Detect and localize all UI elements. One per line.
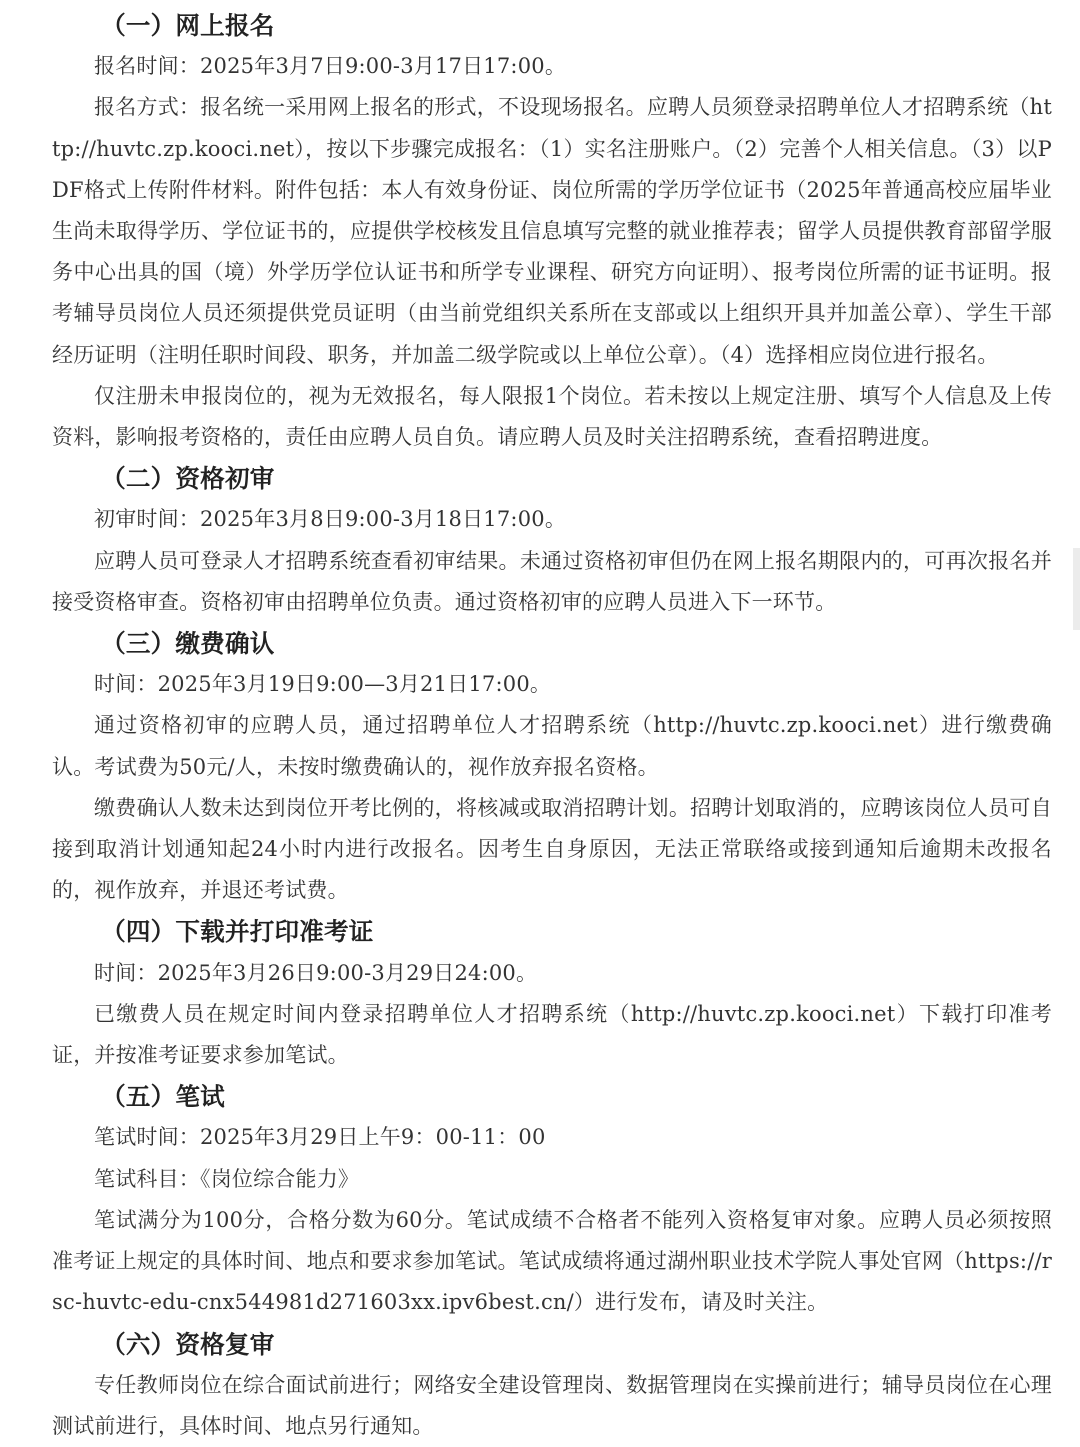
paragraph: 笔试满分为100分，合格分数为60分。笔试成绩不合格者不能列入资格复审对象。应聘人员必须按照准考证上规定的具体时间、地点和要求参加笔试。笔试成绩将通过湖州职业技术学院人事处官网（https://rsc-huvtc-edu-cnx544981d271603xx.ipv6best.cn/）进行发布，请及时关注。 [52,1200,1052,1324]
section-heading: （三）缴费确认 [52,623,1052,664]
paragraph: 已缴费人员在规定时间内登录招聘单位人才招聘系统（http://huvtc.zp.kooci.net）下载打印准考证，并按准考证要求参加笔试。 [52,994,1052,1076]
scroll-edge-indicator [1073,548,1080,630]
paragraph: 报名方式：报名统一采用网上报名的形式，不设现场报名。应聘人员须登录招聘单位人才招聘系统（http://huvtc.zp.kooci.net），按以下步骤完成报名：（1）实名注册账户。（2）完善个人相关信息。（3）以PDF格式上传附件材料。附件包括：本人有效身份证、岗位所需的学历学位证书（2025年普通高校应届毕业生尚未取得学历、学位证书的，应提供学校核发且信息填写完整的就业推荐表；留学人员提供教育部留学服务中心出具的国（境）外学历学位认证书和所学专业课程、研究方向证明）、报考岗位所需的证书证明。报考辅导员岗位人员还须提供党员证明（由当前党组织关系所在支部或以上组织开具并加盖公章）、学生干部经历证明（注明任职时间段、职务，并加盖二级学院或以上单位公章）。（4）选择相应岗位进行报名。 [52,87,1052,375]
section-payment-confirmation [52,623,1052,911]
paragraph: 应聘人员可登录人才招聘系统查看初审结果。未通过资格初审但仍在网上报名期限内的，可再次报名并接受资格审查。资格初审由招聘单位负责。通过资格初审的应聘人员进入下一环节。 [52,541,1052,623]
paragraph: 缴费确认人数未达到岗位开考比例的，将核减或取消招聘计划。招聘计划取消的，应聘该岗位人员可自接到取消计划通知起24小时内进行改报名。因考生自身原因，无法正常联络或接到通知后逾期未改报名的，视作放弃，并退还考试费。 [52,788,1052,912]
paragraph: 笔试时间：2025年3月29日上午9：00-11：00 [52,1117,1052,1158]
paragraph: 初审时间：2025年3月8日9:00-3月18日17:00。 [52,499,1052,540]
section-online-registration [52,5,1052,458]
paragraph: 时间：2025年3月19日9:00—3月21日17:00。 [52,664,1052,705]
paragraph: 通过资格初审的应聘人员，通过招聘单位人才招聘系统（http://huvtc.zp.kooci.net）进行缴费确认。考试费为50元/人，未按时缴费确认的，视作放弃报名资格。 [52,705,1052,787]
paragraph: 报名时间：2025年3月7日9:00-3月17日17:00。 [52,46,1052,87]
section-heading: （四）下载并打印准考证 [52,911,1052,952]
section-heading: （二）资格初审 [52,458,1052,499]
section-admission-ticket [52,911,1052,1076]
section-written-exam [52,1076,1052,1323]
section-preliminary-review [52,458,1052,623]
paragraph: 专任教师岗位在综合面试前进行；网络安全建设管理岗、数据管理岗在实操前进行；辅导员岗位在心理测试前进行，具体时间、地点另行通知。 [52,1365,1052,1447]
section-qualification-recheck [52,1324,1052,1447]
document-body [52,5,1052,1447]
paragraph: 笔试科目：《岗位综合能力》 [52,1159,1052,1200]
paragraph: 时间：2025年3月26日9:00-3月29日24:00。 [52,953,1052,994]
section-heading: （一）网上报名 [52,5,1052,46]
section-heading: （六）资格复审 [52,1324,1052,1365]
paragraph: 仅注册未申报岗位的，视为无效报名，每人限报1个岗位。若未按以上规定注册、填写个人信息及上传资料，影响报考资格的，责任由应聘人员自负。请应聘人员及时关注招聘系统，查看招聘进度。 [52,376,1052,458]
section-heading: （五）笔试 [52,1076,1052,1117]
